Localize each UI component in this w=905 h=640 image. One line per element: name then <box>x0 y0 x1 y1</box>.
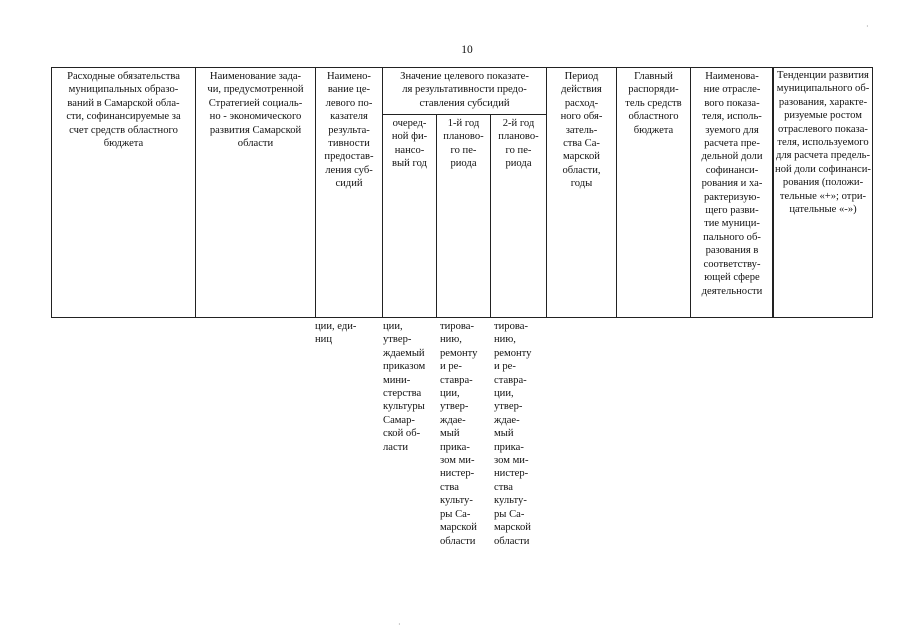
continuation-indicator-name: ции, еди- ниц <box>315 321 357 346</box>
header-target-indicator-value: Значение целевого показате- ля результативности предо- ставления субсидий <box>400 71 529 109</box>
scan-mark: · <box>866 22 869 31</box>
group-header-divider <box>382 114 546 115</box>
continuation-planning-year-1: тирова- нию, ремонту и ре- ставра- ции, утвер- ждае- мый прика- зом ми- нистер- ства культу- ры Са- марской области <box>440 321 478 547</box>
scan-mark: · <box>398 620 401 629</box>
header-chief-administrator: Главный распоряди- тель средств областного бюджета <box>625 71 682 136</box>
continuation-next-year: ции, утвер- ждаемый приказом мини- стерства культуры Самар- ской об- ласти <box>383 321 426 453</box>
header-task-name: Наименование зада- чи, предусмотренной Стратегией социаль- но - экономического развития Самарской области <box>207 71 304 150</box>
header-development-trends-text: Тенденции развития муниципального об- разования, характе- ризуемые ростом отраслевого показа- теля, используемого для расчета предель- ной доли софинанси- рования (положи- тельные «+»; отри- цательные «-») <box>775 70 871 216</box>
header-obligation-period: Период действия расход- ного обя- затель- ства Са- марской области, годы <box>560 71 603 190</box>
page-number: 10 <box>461 44 473 56</box>
header-planning-year-2: 2-й год планово- го пе- риода <box>498 118 539 170</box>
last-column-frame <box>773 67 873 318</box>
continuation-planning-year-2: тирова- нию, ремонту и ре- ставра- ции, утвер- ждае- мый прика- зом ми- нистер- ства культу- ры Са- марской области <box>494 321 532 547</box>
header-next-financial-year: очеред- ной фи- нансо- вый год <box>391 118 428 170</box>
header-sector-indicator-name: Наименова- ние отрасле- вого показа- теля, исполь- зуемого для расчета пре- дельной доли софинанси- рования и ха- рактеризую- щего разви- тие муници- пального об- разования в соответству- ющей сфере деятельности <box>701 71 763 297</box>
header-target-indicator-name: Наимено- вание це- левого по- казателя результа- тивности предостав- ления суб- сидий <box>324 71 374 190</box>
indicator-table <box>51 67 773 318</box>
header-planning-year-1: 1-й год планово- го пе- риода <box>443 118 484 170</box>
header-expense-obligations: Расходные обязательства муниципальных образо- ваний в Самарской обла- сти, софинансируемые за счет средств областного бюджета <box>66 71 181 150</box>
